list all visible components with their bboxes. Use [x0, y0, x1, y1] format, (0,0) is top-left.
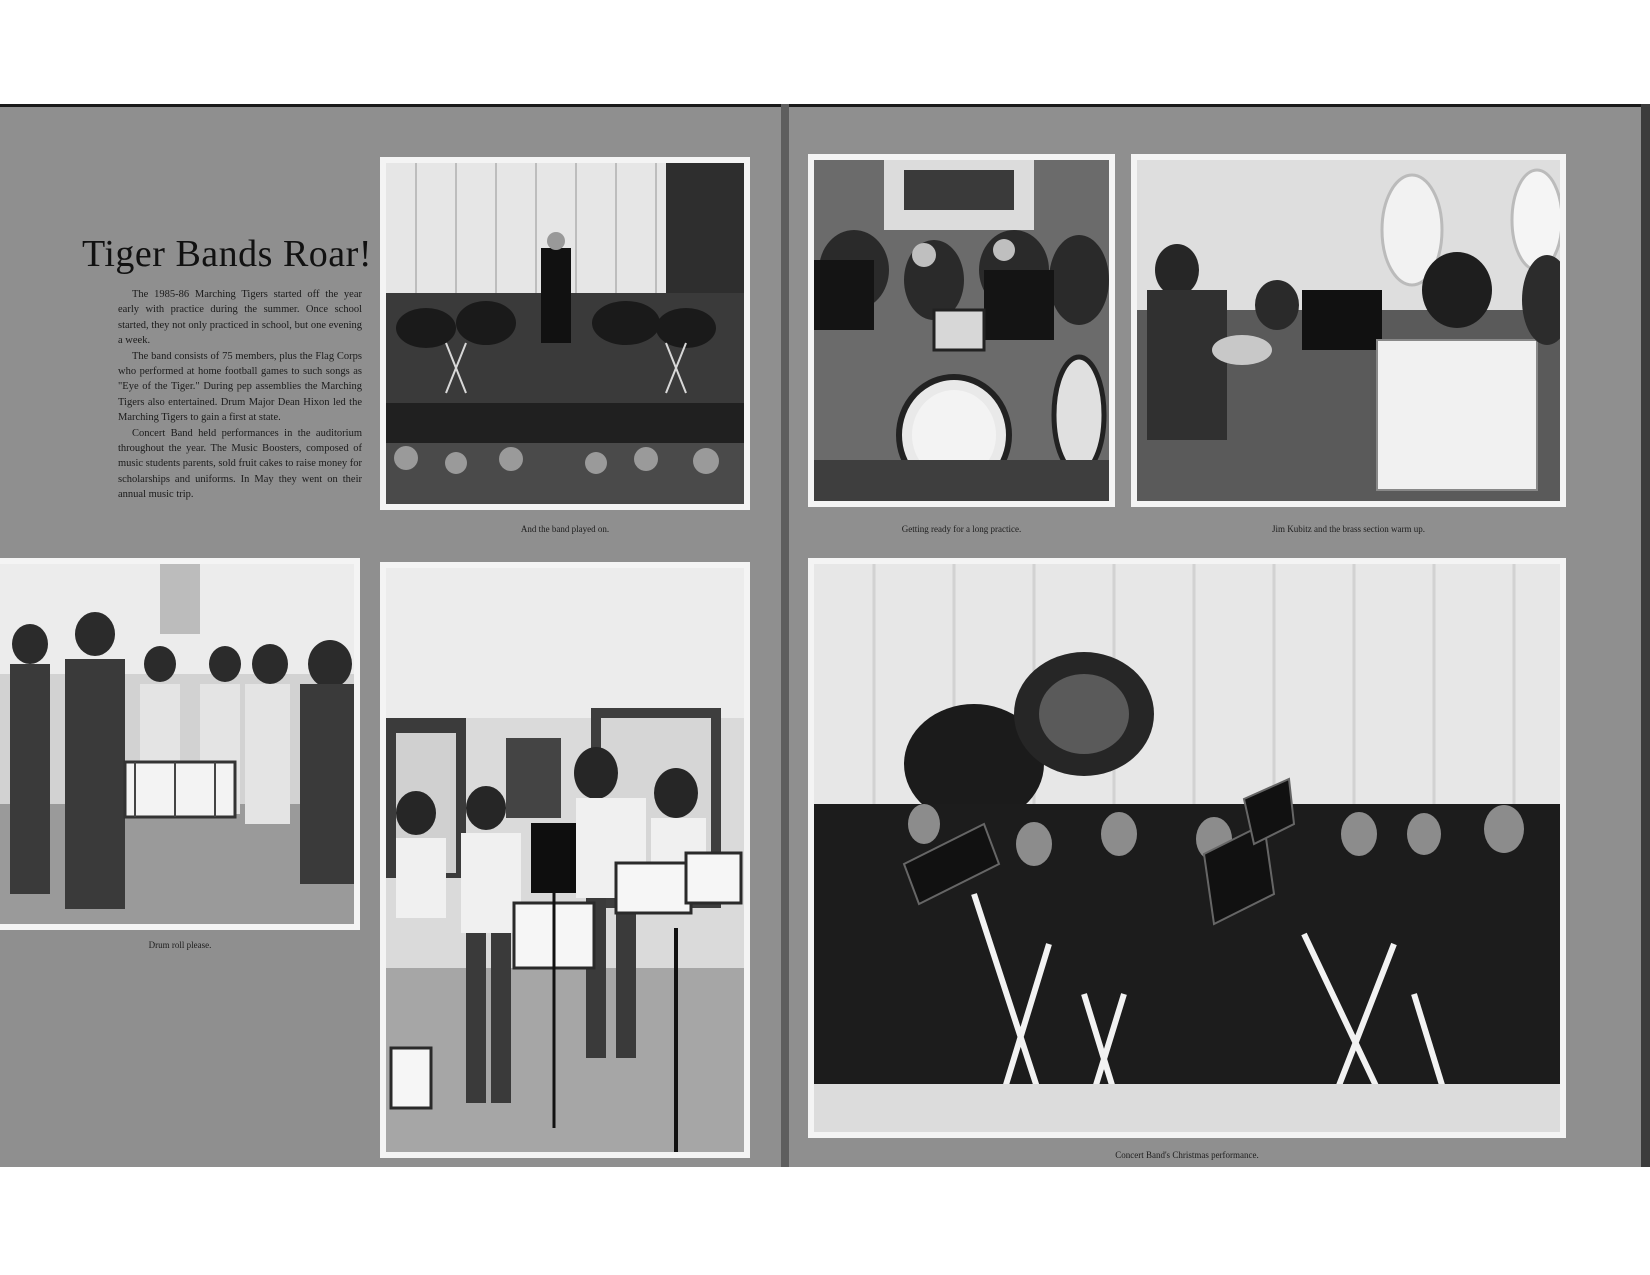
- drummers-practice-photo: [808, 154, 1115, 507]
- page-edge-shadow: [1641, 104, 1650, 1167]
- article-paragraph: The band consists of 75 members, plus the Flag Corps who performed at home football games to such songs as "Eye of the Tiger." During pep assemblies the Marching Tigers also entertained. Drum Major Dean Hixon led the Marching Tigers to gain a first at state.: [118, 350, 362, 424]
- brass-section-caption: Jim Kubitz and the brass section warm up.: [1272, 524, 1425, 534]
- article-paragraph: The 1985-86 Marching Tigers started off the year early with practice during the summer. Once school started, they not only practiced in school, but one evening a week.: [118, 289, 362, 347]
- page-gutter: [781, 104, 789, 1167]
- christmas-concert-photo: [808, 558, 1566, 1138]
- drummers-practice-caption: Getting ready for a long practice.: [901, 524, 1022, 534]
- stage-concert-caption: And the band played on.: [520, 524, 610, 534]
- article-title: Tiger Bands Roar!: [82, 233, 372, 275]
- snare-line-photo: [380, 562, 750, 1158]
- brass-section-photo: [1131, 154, 1566, 507]
- article-body: [118, 287, 362, 503]
- drum-roll-photo: [0, 558, 360, 930]
- drum-roll-caption: Drum roll please.: [148, 940, 212, 950]
- stage-concert-photo: [380, 157, 750, 510]
- article-paragraph: Concert Band held performances in the auditorium throughout the year. The Music Boosters, composed of music students parents, sold fruit cakes to raise money for scholarships and uniforms. In May they went on their annual music trip.: [118, 427, 362, 501]
- christmas-concert-caption: Concert Band's Christmas performance.: [1115, 1150, 1259, 1160]
